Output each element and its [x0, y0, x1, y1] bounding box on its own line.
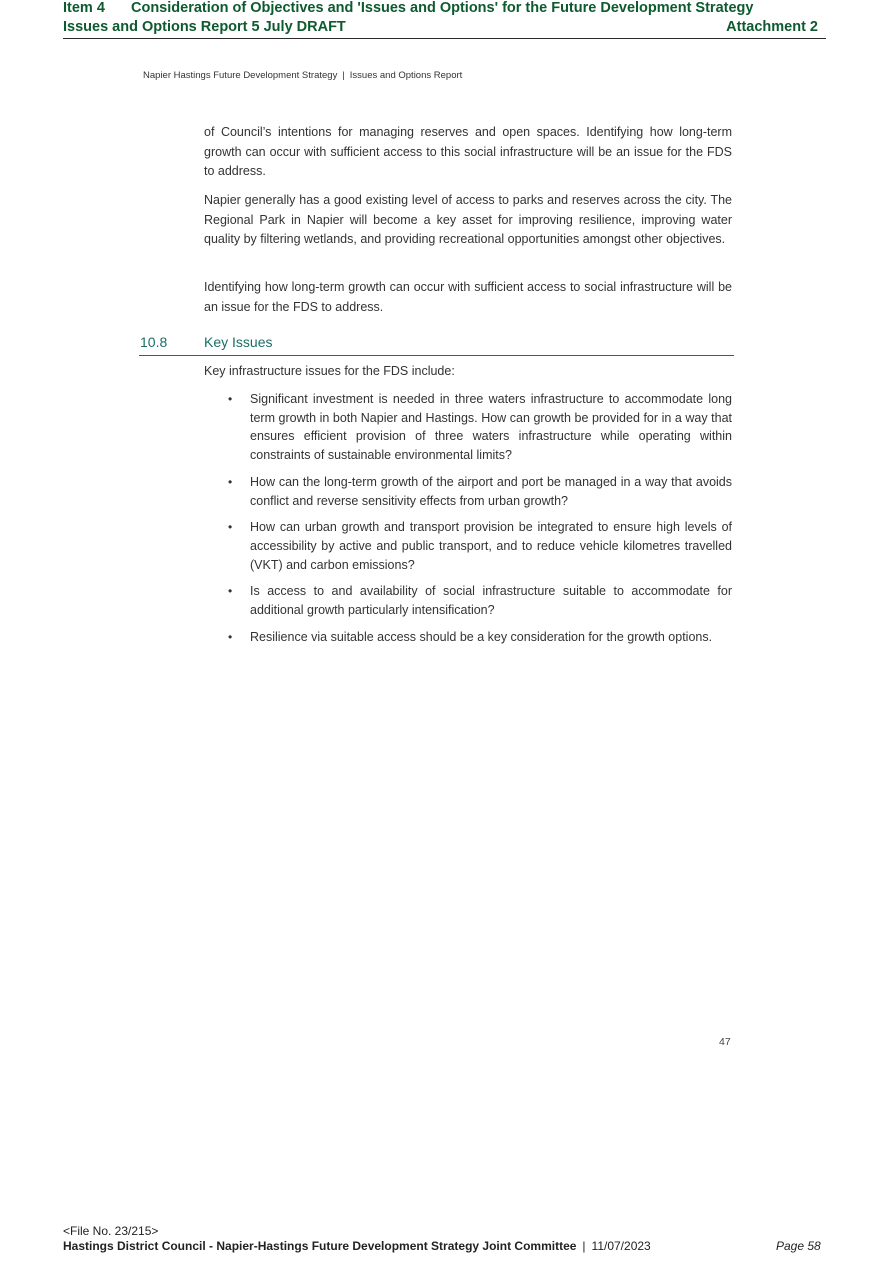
report-name: Napier Hastings Future Development Strategy [143, 70, 338, 81]
report-page-number: 47 [719, 1036, 731, 1048]
list-item [226, 628, 732, 647]
report-section: Issues and Options Report [349, 70, 463, 81]
bullet-icon: • [228, 584, 233, 599]
attachment-label: Attachment 2 [726, 19, 818, 35]
running-header [143, 70, 462, 81]
list-item [226, 582, 732, 619]
agenda-header [63, 0, 826, 39]
bullet-icon: • [228, 392, 233, 406]
list-item-text: Resilience via suitable access should be a key consideration for the growth options. [250, 629, 713, 644]
agenda-item-line [63, 0, 826, 17]
footer-separator: | [582, 1239, 586, 1253]
list-item-text: How can urban growth and transport provision be integrated to ensure high levels of accessibility by active and public transport, and to reduce vehicle kilometres travelled (VKT) and carbon emissions? [250, 520, 732, 572]
bullet-icon: • [228, 520, 233, 535]
file-number: <File No. 23/215> [63, 1224, 159, 1238]
body-paragraph: Napier generally has a good existing level of access to parks and reserves across the city. The Regional Park in Napier will become a key asset for improving resilience, improving water quality by filtering wetlands, and providing recreational opportunities amongst other objectives. [204, 193, 732, 247]
list-item-text: Is access to and availability of social infrastructure suitable to accommodate for additional growth particularly intensification? [250, 584, 732, 618]
bullet-icon: • [228, 474, 233, 489]
list-item-text: How can the long-term growth of the airport and port be managed in a way that avoids conflict and reverse sensitivity effects from urban growth? [250, 474, 732, 508]
key-issues-list [226, 390, 732, 654]
section-title: Key Issues [204, 334, 273, 350]
agenda-document-line [63, 18, 826, 36]
agenda-item-number: Item 4 [63, 0, 105, 16]
body-paragraph: of Council’s intentions for managing reserves and open spaces. Identifying how long-term growth can occur with sufficient access to this social infrastructure will be an issue for the FDS to address. [204, 125, 732, 179]
list-item [226, 473, 732, 510]
agenda-item-title: Consideration of Objectives and 'Issues and Options' for the Future Development Strategy [131, 0, 754, 16]
bullet-icon: • [228, 629, 233, 644]
meeting-date: 11/07/2023 [591, 1239, 651, 1253]
section-intro: Key infrastructure issues for the FDS include: [204, 364, 455, 378]
section-heading [139, 333, 734, 356]
list-item [226, 518, 732, 574]
list-item [226, 390, 732, 465]
header-separator: | [342, 70, 345, 81]
body-paragraph: Identifying how long-term growth can occur with sufficient access to social infrastructure will be an issue for the FDS to address. [204, 280, 732, 314]
footer-line [63, 1239, 651, 1253]
list-item-text: Significant investment is needed in three waters infrastructure to accommodate long term growth in both Napier and Hastings. How can growth be provided for in a way that ensures efficient provision of three waters infrastructure while operating within constraints of sustainable environmental limits? [250, 392, 732, 463]
agenda-page-label: Page 58 [776, 1239, 821, 1253]
document-title: Issues and Options Report 5 July DRAFT [63, 19, 346, 35]
committee-name: Hastings District Council - Napier-Hastings Future Development Strategy Joint Committee [63, 1239, 577, 1253]
section-number: 10.8 [140, 334, 168, 350]
